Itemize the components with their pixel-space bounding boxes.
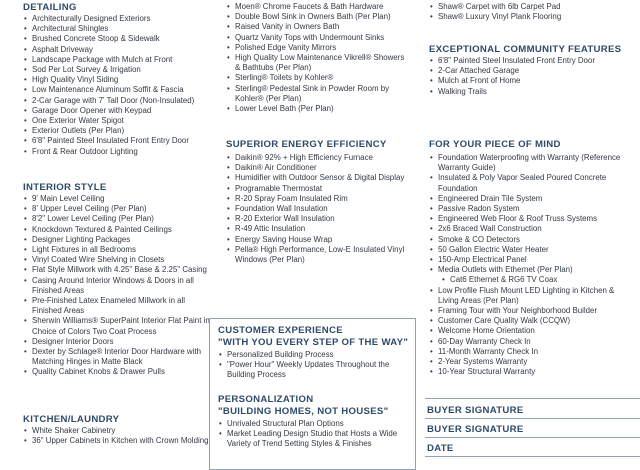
date-label: DATE xyxy=(427,443,454,454)
list-item: • Daikin® Air Conditioner xyxy=(226,163,406,173)
list-item: • White Shaker Cabinetry xyxy=(23,426,213,436)
bathrooms-section xyxy=(226,0,406,114)
list-item: • 36" Upper Cabinets in Kitchen with Crown Molding xyxy=(23,436,213,446)
list-item: • Low Maintenance Aluminum Soffit & Fascia xyxy=(23,85,213,95)
list-item: • Asphalt Driveway xyxy=(23,45,213,55)
list-item: • 2-Car Garage with 7' Tall Door (Non-Insulated) xyxy=(23,96,213,106)
peace-of-mind-list xyxy=(429,153,629,377)
list-item: • Insulated & Poly Vapor Sealed Poured Concrete Foundation xyxy=(429,173,629,193)
list-item: • Exterior Outlets (Per Plan) xyxy=(23,126,213,136)
list-item: • Architecturally Designed Exteriors xyxy=(23,14,213,24)
list-item: • Polished Edge Vanity Mirrors xyxy=(226,43,406,53)
list-item: • Engineered Drain Tile System xyxy=(429,194,629,204)
list-item: • Framing Tour with Your Neighborhood Builder xyxy=(429,306,629,316)
buyer-signature-label: BUYER SIGNATURE xyxy=(427,405,524,416)
list-item: • Mulch at Front of Home xyxy=(429,76,634,86)
list-item: • Programable Thermostat xyxy=(226,184,406,194)
list-item: • Knockdown Textured & Painted Ceilings xyxy=(23,225,213,235)
curb-appeal-heading: DETAILING xyxy=(23,2,77,13)
list-item: • Shaw® Luxury Vinyl Plank Flooring xyxy=(429,12,634,22)
list-item: • Double Bowl Sink in Owners Bath (Per Plan) xyxy=(226,12,406,22)
list-item: • 8' Upper Level Ceiling (Per Plan) xyxy=(23,204,213,214)
list-item: • Lower Level Bath (Per Plan) xyxy=(226,104,406,114)
list-item: • Quartz Vanity Tops with Undermount Sinks xyxy=(226,33,406,43)
list-item: • Pre-Finished Latex Enameled Millwork in all Finished Areas xyxy=(23,296,213,316)
customer-experience-tagline: "WITH YOU EVERY STEP OF THE WAY" xyxy=(218,337,409,348)
bathrooms-list xyxy=(226,2,406,114)
list-item: • Moen® Chrome Faucets & Bath Hardware xyxy=(226,2,406,12)
kitchen-heading: KITCHEN/LAUNDRY xyxy=(23,414,120,425)
list-item: • Raised Vanity in Owners Bath xyxy=(226,22,406,32)
interior-style-list xyxy=(23,194,213,378)
interior-style-heading: INTERIOR STYLE xyxy=(23,182,107,193)
list-item: • Casing Around Interior Windows & Doors in all Finished Areas xyxy=(23,276,213,296)
buyer-signature-label-2: BUYER SIGNATURE xyxy=(427,424,524,435)
customer-experience-section xyxy=(218,325,410,381)
list-item: • Engineered Web Floor & Roof Truss Systems xyxy=(429,214,629,224)
kitchen-list xyxy=(23,426,213,446)
personalization-section xyxy=(218,394,410,450)
list-item: • Walking Trails xyxy=(429,87,634,97)
list-item: • 60-Day Warranty Check In xyxy=(429,337,629,347)
flooring-section xyxy=(429,0,634,22)
interior-style-section xyxy=(23,182,213,378)
list-item: • Front & Rear Outdoor Lighting xyxy=(23,147,213,157)
list-item: • Quality Cabinet Knobs & Drawer Pulls xyxy=(23,367,213,377)
customer-experience-box xyxy=(209,318,416,470)
list-item: • Passive Radon System xyxy=(429,204,629,214)
buyer-signature-line-2[interactable] xyxy=(425,437,640,438)
list-item: • 11-Month Warranty Check In xyxy=(429,347,629,357)
community-heading: EXCEPTIONAL COMMUNITY FEATURES xyxy=(429,44,622,55)
list-item: • Foundation Wall Insulation xyxy=(226,204,406,214)
list-item: • R-49 Attic Insulation xyxy=(226,224,406,234)
list-item: • Sherwin Williams® SuperPaint Interior Flat Paint in Choice of Colors Two Coat Process xyxy=(23,316,213,336)
list-item: • 6'8" Painted Steel Insulated Front Entry Door xyxy=(23,136,213,146)
list-item: • R-20 Exterior Wall Insulation xyxy=(226,214,406,224)
list-item: • Daikin® 92% + High Efficiency Furnace xyxy=(226,153,406,163)
list-item: • Vinyl Coated Wire Shelving in Closets xyxy=(23,255,213,265)
list-item: • 9' Main Level Ceiling xyxy=(23,194,213,204)
peace-of-mind-section xyxy=(429,139,629,377)
list-item: • 2x6 Braced Wall Construction xyxy=(429,224,629,234)
list-item: • Sod Per Lot Survey & Irrigation xyxy=(23,65,213,75)
list-item: • Customer Care Quality Walk (CCQW) xyxy=(429,316,629,326)
list-item: • 2-Car Attached Garage xyxy=(429,66,634,76)
list-item: • Unrivaled Structural Plan Options xyxy=(218,419,410,429)
list-item: • Personalized Building Process xyxy=(218,350,410,360)
list-item: • 6'8" Painted Steel Insulated Front Entry Door xyxy=(429,56,634,66)
list-item: • 150-Amp Electrical Panel xyxy=(429,255,629,265)
curb-appeal-list xyxy=(23,14,213,157)
energy-list xyxy=(226,153,406,265)
list-item: • Dexter by Schlage® Interior Door Hardware with Matching Hinges in Matte Black xyxy=(23,347,213,367)
curb-appeal-section xyxy=(23,0,213,157)
list-item: • Flat Style Millwork with 4.25" Base & 2.25" Casing xyxy=(23,265,213,275)
list-item: • Welcome Home Orientation xyxy=(429,326,629,336)
list-item: • Pella® High Performance, Low-E Insulated Vinyl Windows (Per Plan) xyxy=(226,245,406,265)
community-section xyxy=(429,44,634,97)
list-item: • Garage Door Opener with Keypad xyxy=(23,106,213,116)
list-item: • High Quality Low Maintenance Vikrell® Showers & Bathtubs (Per Plan) xyxy=(226,53,406,73)
list-item: • 8'2" Lower Level Ceiling (Per Plan) xyxy=(23,214,213,224)
list-sub-item: • Cat6 Ethernet & RG6 TV Coax xyxy=(429,275,629,285)
list-item: • Light Fixtures in all Bedrooms xyxy=(23,245,213,255)
list-item: • Market Leading Design Studio that Hosts a Wide Variety of Trend Setting Styles & Finishes xyxy=(218,429,410,449)
list-item: • Designer Interior Doors xyxy=(23,337,213,347)
list-item: • "Power Hour" Weekly Updates Throughout the Building Process xyxy=(218,360,410,380)
date-line[interactable] xyxy=(425,456,640,457)
list-item: • Sterling® Toilets by Kohler® xyxy=(226,73,406,83)
energy-section xyxy=(226,139,406,265)
personalization-tagline: "BUILDING HOMES, NOT HOUSES" xyxy=(218,406,389,417)
list-item: • 50 Gallon Electric Water Heater xyxy=(429,245,629,255)
flooring-list xyxy=(429,2,634,22)
list-item: • Smoke & CO Detectors xyxy=(429,235,629,245)
kitchen-section xyxy=(23,414,213,446)
list-item: • R-20 Spray Foam Insulated Rim xyxy=(226,194,406,204)
energy-heading: SUPERIOR ENERGY EFFICIENCY xyxy=(226,139,387,150)
buyer-signature-line[interactable] xyxy=(425,418,640,419)
personalization-heading: PERSONALIZATION xyxy=(218,394,314,405)
community-list xyxy=(429,56,634,97)
customer-experience-heading: CUSTOMER EXPERIENCE xyxy=(218,325,343,336)
list-item: • Energy Saving House Wrap xyxy=(226,235,406,245)
signature-divider xyxy=(425,398,640,399)
list-item: • Humidifier with Outdoor Sensor & Digital Display xyxy=(226,173,406,183)
list-item: • Media Outlets with Ethernet (Per Plan) xyxy=(429,265,629,275)
list-item: • Landscape Package with Mulch at Front xyxy=(23,55,213,65)
list-item: • Brushed Concrete Stoop & Sidewalk xyxy=(23,34,213,44)
list-item: • 2-Year Systems Warranty xyxy=(429,357,629,367)
list-item: • Architectural Shingles xyxy=(23,24,213,34)
list-item: • Designer Lighting Packages xyxy=(23,235,213,245)
list-item: • Low Profile Flush Mount LED Lighting in Kitchen & Living Areas (Per Plan) xyxy=(429,286,629,306)
personalization-list xyxy=(218,419,410,450)
peace-of-mind-heading: FOR YOUR PIECE OF MIND xyxy=(429,139,561,150)
list-item: • Sterling® Pedestal Sink in Powder Room by Kohler® (Per Plan) xyxy=(226,84,406,104)
list-item: • High Quality Vinyl Siding xyxy=(23,75,213,85)
list-item: • One Exterior Water Spigot xyxy=(23,116,213,126)
list-item: • 10-Year Structural Warranty xyxy=(429,367,629,377)
customer-experience-list xyxy=(218,350,410,381)
list-item: • Shaw® Carpet with 6lb Carpet Pad xyxy=(429,2,634,12)
list-item: • Foundation Waterproofing with Warranty (Reference Warranty Guide) xyxy=(429,153,629,173)
